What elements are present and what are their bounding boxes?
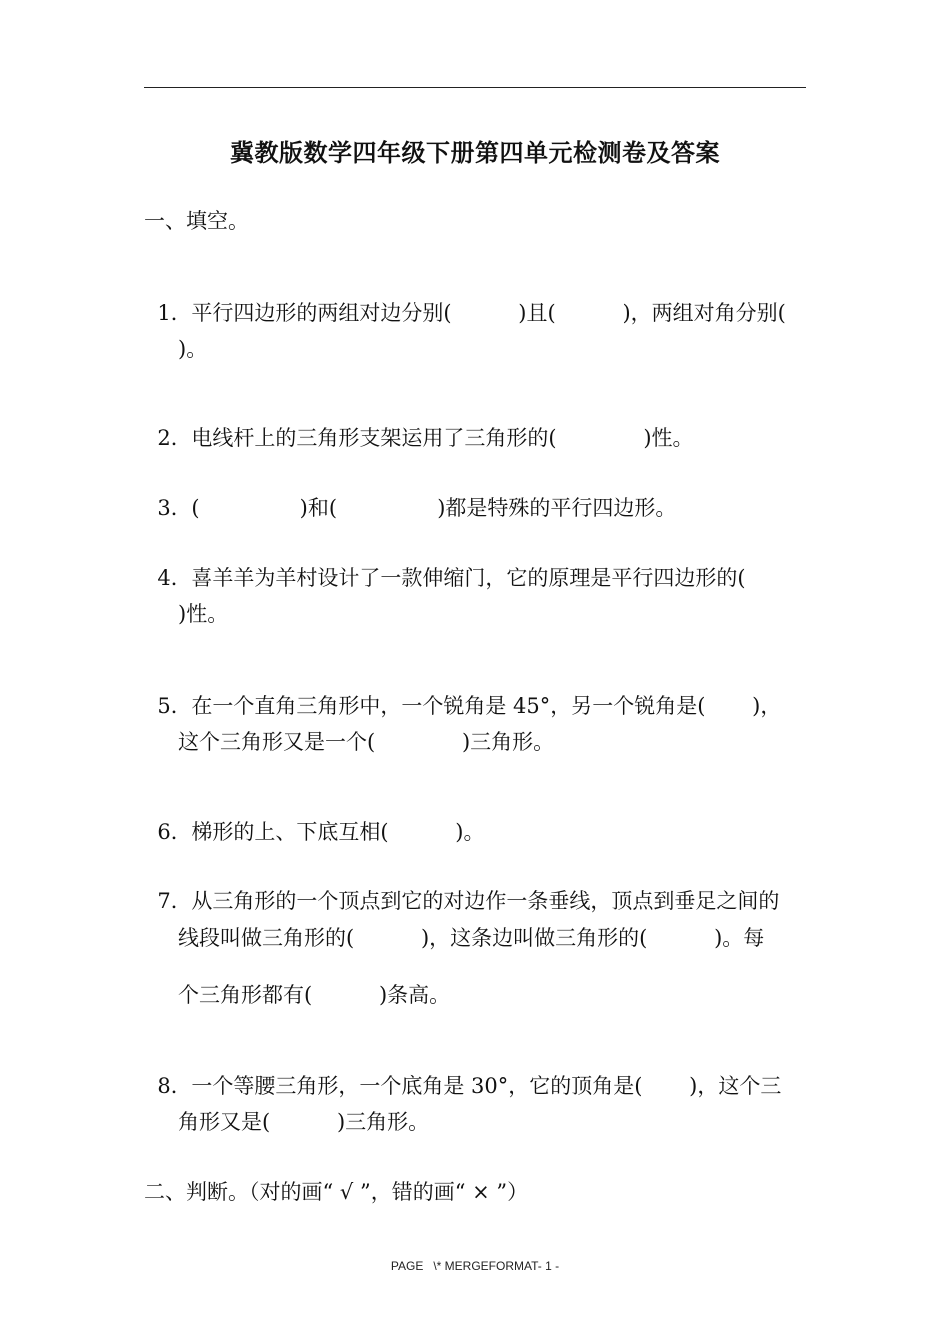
question-7-cont: 线段叫做三角形的( )，这条边叫做三角形的( )。每 (178, 926, 765, 950)
section1-heading: 一、填空。 (144, 209, 249, 233)
document-title: 冀教版数学四年级下册第四单元检测卷及答案 (230, 139, 720, 167)
question-5-cont: 这个三角形又是一个( )三角形。 (178, 730, 555, 754)
question-5 (144, 675, 781, 717)
question-text: 电线杆上的三角形支架运用了三角形的( )性。 (191, 426, 694, 450)
question-1 (144, 282, 786, 324)
question-7-cont2: 个三角形都有( )条高。 (178, 983, 451, 1007)
question-4 (144, 547, 746, 589)
question-3 (144, 477, 676, 519)
top-rule (144, 87, 806, 88)
question-text: 梯形的上、下底互相( )。 (191, 820, 485, 844)
question-number: 4． (157, 566, 192, 590)
section2-heading: 二、判断。（对的画“ √ ”，错的画“ × ”） (144, 1180, 529, 1204)
question-number: 7． (157, 889, 192, 913)
question-text: ( )和( )都是特殊的平行四边形。 (191, 496, 677, 520)
page-footer: PAGE \* MERGEFORMAT- 1 - (390, 1259, 560, 1273)
question-text: 一个等腰三角形，一个底角是 30°，它的顶角是( )，这个三 (191, 1074, 782, 1098)
question-text: 在一个直角三角形中，一个锐角是 45°，另一个锐角是( )， (191, 694, 782, 718)
question-number: 6． (157, 820, 192, 844)
question-2 (144, 407, 694, 449)
question-8 (144, 1055, 781, 1097)
question-number: 3． (157, 496, 192, 520)
question-4-cont: )性。 (178, 602, 229, 626)
question-text: 从三角形的一个顶点到它的对边作一条垂线，顶点到垂足之间的 (191, 889, 780, 913)
question-8-cont: 角形又是( )三角形。 (178, 1110, 430, 1134)
question-7 (144, 870, 779, 912)
question-text: 平行四边形的两组对边分别( )且( )，两组对角分别( (191, 301, 786, 325)
question-number: 8． (157, 1074, 192, 1098)
question-text: 喜羊羊为羊村设计了一款伸缩门，它的原理是平行四边形的( (191, 566, 746, 590)
question-number: 1． (157, 301, 192, 325)
question-number: 2． (157, 426, 192, 450)
question-6 (144, 801, 485, 843)
question-number: 5． (157, 694, 192, 718)
question-1-cont: )。 (178, 337, 208, 361)
